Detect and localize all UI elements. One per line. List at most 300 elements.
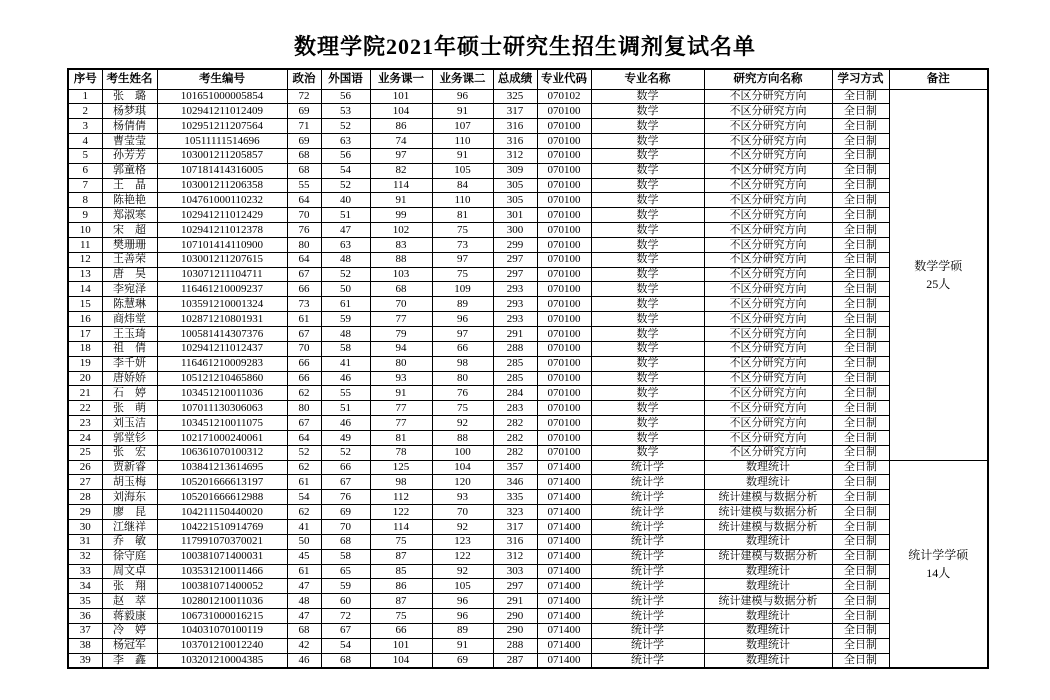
cell-name: 廖 昆: [102, 505, 157, 520]
cell-no: 38: [68, 638, 102, 653]
cell-foreign-language: 60: [321, 594, 370, 609]
cell-total-score: 282: [493, 445, 537, 460]
cell-course-two: 123: [432, 534, 493, 549]
cell-major-name: 统计学: [591, 564, 704, 579]
cell-politics: 64: [287, 252, 321, 267]
cell-study-mode: 全日制: [832, 519, 889, 534]
cell-course-one: 101: [370, 89, 432, 104]
cell-course-one: 99: [370, 208, 432, 223]
cell-research-direction: 不区分研究方向: [704, 267, 832, 282]
cell-study-mode: 全日制: [832, 356, 889, 371]
column-header-candidate-id: 考生编号: [157, 69, 287, 89]
cell-foreign-language: 68: [321, 534, 370, 549]
cell-candidate-id: 103001211206358: [157, 178, 287, 193]
cell-major-code: 070100: [537, 178, 591, 193]
cell-total-score: 283: [493, 401, 537, 416]
cell-course-two: 84: [432, 178, 493, 193]
cell-course-two: 107: [432, 119, 493, 134]
cell-politics: 80: [287, 237, 321, 252]
table-row: [68, 341, 988, 356]
cell-candidate-id: 103841213614695: [157, 460, 287, 475]
cell-politics: 62: [287, 386, 321, 401]
cell-major-name: 数学: [591, 445, 704, 460]
cell-no: 24: [68, 430, 102, 445]
cell-politics: 42: [287, 638, 321, 653]
table-row: [68, 297, 988, 312]
table-row: [68, 386, 988, 401]
table-row: [68, 579, 988, 594]
cell-course-two: 91: [432, 104, 493, 119]
cell-major-code: 070100: [537, 163, 591, 178]
table-row: [68, 505, 988, 520]
cell-name: 乔 敏: [102, 534, 157, 549]
remark-line-2: 25人: [926, 276, 951, 291]
cell-course-one: 98: [370, 475, 432, 490]
cell-research-direction: 统计建模与数据分析: [704, 549, 832, 564]
cell-research-direction: 不区分研究方向: [704, 430, 832, 445]
cell-candidate-id: 103451210011036: [157, 386, 287, 401]
cell-no: 33: [68, 564, 102, 579]
cell-course-one: 102: [370, 223, 432, 238]
cell-study-mode: 全日制: [832, 282, 889, 297]
cell-research-direction: 不区分研究方向: [704, 371, 832, 386]
column-header-name: 考生姓名: [102, 69, 157, 89]
cell-major-code: 070100: [537, 223, 591, 238]
cell-course-two: 100: [432, 445, 493, 460]
cell-study-mode: 全日制: [832, 104, 889, 119]
cell-major-code: 071400: [537, 475, 591, 490]
cell-name: 徐守庭: [102, 549, 157, 564]
cell-foreign-language: 51: [321, 208, 370, 223]
cell-course-two: 93: [432, 490, 493, 505]
cell-study-mode: 全日制: [832, 386, 889, 401]
cell-politics: 62: [287, 460, 321, 475]
cell-candidate-id: 107101414110900: [157, 237, 287, 252]
cell-course-one: 86: [370, 579, 432, 594]
cell-study-mode: 全日制: [832, 475, 889, 490]
cell-total-score: 312: [493, 148, 537, 163]
cell-major-name: 数学: [591, 178, 704, 193]
cell-major-code: 070100: [537, 119, 591, 134]
cell-candidate-id: 103451210011075: [157, 416, 287, 431]
cell-politics: 62: [287, 505, 321, 520]
cell-candidate-id: 100581414307376: [157, 327, 287, 342]
cell-candidate-id: 101651000005854: [157, 89, 287, 104]
cell-course-two: 110: [432, 193, 493, 208]
cell-course-two: 105: [432, 163, 493, 178]
cell-candidate-id: 103591210001324: [157, 297, 287, 312]
cell-politics: 73: [287, 297, 321, 312]
cell-research-direction: 不区分研究方向: [704, 119, 832, 134]
cell-politics: 66: [287, 371, 321, 386]
cell-course-one: 97: [370, 148, 432, 163]
cell-course-two: 92: [432, 564, 493, 579]
cell-total-score: 299: [493, 237, 537, 252]
cell-total-score: 346: [493, 475, 537, 490]
cell-name: 赵 萃: [102, 594, 157, 609]
column-header-remark: 备注: [889, 69, 988, 89]
cell-name: 胡玉梅: [102, 475, 157, 490]
cell-foreign-language: 51: [321, 401, 370, 416]
cell-major-code: 070100: [537, 134, 591, 149]
table-row: [68, 371, 988, 386]
cell-research-direction: 不区分研究方向: [704, 163, 832, 178]
cell-name: 唐 昊: [102, 267, 157, 282]
cell-major-code: 071400: [537, 609, 591, 624]
cell-politics: 69: [287, 134, 321, 149]
cell-course-one: 74: [370, 134, 432, 149]
cell-total-score: 316: [493, 134, 537, 149]
cell-course-one: 75: [370, 609, 432, 624]
cell-course-one: 91: [370, 386, 432, 401]
cell-major-code: 070100: [537, 312, 591, 327]
cell-major-name: 统计学: [591, 609, 704, 624]
cell-course-two: 96: [432, 594, 493, 609]
cell-major-code: 071400: [537, 490, 591, 505]
cell-politics: 47: [287, 579, 321, 594]
cell-major-name: 数学: [591, 89, 704, 104]
cell-major-code: 070100: [537, 282, 591, 297]
cell-major-name: 数学: [591, 148, 704, 163]
cell-name: 郑淑寒: [102, 208, 157, 223]
cell-foreign-language: 50: [321, 282, 370, 297]
cell-politics: 66: [287, 282, 321, 297]
table-row: [68, 490, 988, 505]
cell-major-name: 数学: [591, 341, 704, 356]
cell-foreign-language: 58: [321, 549, 370, 564]
cell-politics: 47: [287, 609, 321, 624]
cell-study-mode: 全日制: [832, 297, 889, 312]
cell-no: 12: [68, 252, 102, 267]
cell-candidate-id: 102941211012378: [157, 223, 287, 238]
cell-candidate-id: 102171000240061: [157, 430, 287, 445]
cell-name: 商炜堂: [102, 312, 157, 327]
column-header-major-name: 专业名称: [591, 69, 704, 89]
cell-politics: 72: [287, 89, 321, 104]
cell-major-name: 统计学: [591, 638, 704, 653]
cell-name: 李 鑫: [102, 653, 157, 668]
cell-no: 7: [68, 178, 102, 193]
cell-study-mode: 全日制: [832, 594, 889, 609]
table-row: [68, 178, 988, 193]
cell-study-mode: 全日制: [832, 237, 889, 252]
cell-no: 16: [68, 312, 102, 327]
cell-study-mode: 全日制: [832, 178, 889, 193]
cell-major-code: 070100: [537, 416, 591, 431]
cell-course-one: 103: [370, 267, 432, 282]
cell-major-code: 070100: [537, 341, 591, 356]
cell-course-one: 104: [370, 653, 432, 668]
cell-no: 14: [68, 282, 102, 297]
cell-major-name: 数学: [591, 386, 704, 401]
cell-course-two: 89: [432, 623, 493, 638]
cell-study-mode: 全日制: [832, 252, 889, 267]
cell-research-direction: 不区分研究方向: [704, 401, 832, 416]
cell-no: 25: [68, 445, 102, 460]
cell-politics: 54: [287, 490, 321, 505]
cell-name: 杨冠军: [102, 638, 157, 653]
cell-course-two: 80: [432, 371, 493, 386]
cell-total-score: 325: [493, 89, 537, 104]
cell-no: 35: [68, 594, 102, 609]
cell-name: 王善荣: [102, 252, 157, 267]
column-header-study-mode: 学习方式: [832, 69, 889, 89]
cell-foreign-language: 48: [321, 327, 370, 342]
cell-total-score: 293: [493, 297, 537, 312]
cell-foreign-language: 52: [321, 267, 370, 282]
cell-name: 刘海东: [102, 490, 157, 505]
cell-research-direction: 不区分研究方向: [704, 312, 832, 327]
cell-total-score: 317: [493, 519, 537, 534]
cell-politics: 61: [287, 312, 321, 327]
remark-cell: [889, 460, 988, 668]
cell-major-name: 数学: [591, 297, 704, 312]
cell-foreign-language: 56: [321, 148, 370, 163]
cell-major-name: 统计学: [591, 475, 704, 490]
column-header-no: 序号: [68, 69, 102, 89]
cell-name: 曹莹莹: [102, 134, 157, 149]
table-row: [68, 638, 988, 653]
cell-major-name: 统计学: [591, 623, 704, 638]
cell-research-direction: 不区分研究方向: [704, 386, 832, 401]
cell-no: 23: [68, 416, 102, 431]
cell-course-two: 89: [432, 297, 493, 312]
cell-foreign-language: 66: [321, 460, 370, 475]
cell-foreign-language: 59: [321, 312, 370, 327]
cell-politics: 67: [287, 267, 321, 282]
cell-no: 34: [68, 579, 102, 594]
cell-research-direction: 数理统计: [704, 653, 832, 668]
cell-foreign-language: 52: [321, 178, 370, 193]
table-row: [68, 430, 988, 445]
cell-foreign-language: 53: [321, 104, 370, 119]
cell-total-score: 293: [493, 282, 537, 297]
table-row: [68, 104, 988, 119]
cell-foreign-language: 63: [321, 237, 370, 252]
cell-study-mode: 全日制: [832, 327, 889, 342]
cell-total-score: 323: [493, 505, 537, 520]
cell-politics: 66: [287, 356, 321, 371]
table-row: [68, 534, 988, 549]
cell-candidate-id: 103001211205857: [157, 148, 287, 163]
column-header-course-one: 业务课一: [370, 69, 432, 89]
cell-major-name: 数学: [591, 223, 704, 238]
table-row: [68, 356, 988, 371]
table-row: [68, 653, 988, 668]
cell-course-one: 82: [370, 163, 432, 178]
cell-foreign-language: 46: [321, 416, 370, 431]
cell-politics: 64: [287, 193, 321, 208]
cell-name: 樊珊珊: [102, 237, 157, 252]
cell-candidate-id: 102871210801931: [157, 312, 287, 327]
cell-major-name: 数学: [591, 119, 704, 134]
cell-no: 21: [68, 386, 102, 401]
cell-research-direction: 不区分研究方向: [704, 416, 832, 431]
cell-politics: 55: [287, 178, 321, 193]
cell-course-one: 87: [370, 594, 432, 609]
cell-foreign-language: 52: [321, 119, 370, 134]
cell-total-score: 291: [493, 327, 537, 342]
table-row: [68, 193, 988, 208]
cell-no: 31: [68, 534, 102, 549]
cell-no: 13: [68, 267, 102, 282]
table-row: [68, 327, 988, 342]
cell-candidate-id: 102951211207564: [157, 119, 287, 134]
table-row: [68, 609, 988, 624]
table-row: [68, 594, 988, 609]
cell-foreign-language: 58: [321, 341, 370, 356]
cell-study-mode: 全日制: [832, 490, 889, 505]
cell-course-two: 96: [432, 312, 493, 327]
cell-no: 17: [68, 327, 102, 342]
cell-total-score: 288: [493, 341, 537, 356]
cell-total-score: 316: [493, 119, 537, 134]
cell-candidate-id: 10511111514696: [157, 134, 287, 149]
cell-major-name: 统计学: [591, 534, 704, 549]
column-header-politics: 政治: [287, 69, 321, 89]
cell-major-name: 数学: [591, 401, 704, 416]
cell-no: 32: [68, 549, 102, 564]
cell-course-one: 94: [370, 341, 432, 356]
cell-course-one: 101: [370, 638, 432, 653]
cell-research-direction: 不区分研究方向: [704, 89, 832, 104]
cell-course-two: 69: [432, 653, 493, 668]
cell-no: 1: [68, 89, 102, 104]
cell-name: 张 宏: [102, 445, 157, 460]
cell-course-one: 83: [370, 237, 432, 252]
cell-study-mode: 全日制: [832, 445, 889, 460]
table-row: [68, 623, 988, 638]
cell-name: 周文卓: [102, 564, 157, 579]
cell-course-one: 85: [370, 564, 432, 579]
cell-major-name: 统计学: [591, 460, 704, 475]
table-row: [68, 89, 988, 104]
cell-politics: 68: [287, 163, 321, 178]
cell-major-name: 统计学: [591, 519, 704, 534]
cell-total-score: 291: [493, 594, 537, 609]
cell-course-two: 97: [432, 327, 493, 342]
cell-no: 37: [68, 623, 102, 638]
cell-foreign-language: 49: [321, 430, 370, 445]
cell-candidate-id: 102801210011036: [157, 594, 287, 609]
cell-name: 李千妍: [102, 356, 157, 371]
cell-research-direction: 不区分研究方向: [704, 445, 832, 460]
cell-major-code: 071400: [537, 505, 591, 520]
cell-total-score: 285: [493, 356, 537, 371]
cell-total-score: 290: [493, 609, 537, 624]
cell-major-name: 统计学: [591, 549, 704, 564]
remark-cell: [889, 89, 988, 460]
cell-total-score: 303: [493, 564, 537, 579]
cell-study-mode: 全日制: [832, 416, 889, 431]
cell-total-score: 285: [493, 371, 537, 386]
cell-study-mode: 全日制: [832, 208, 889, 223]
cell-study-mode: 全日制: [832, 579, 889, 594]
cell-name: 刘玉洁: [102, 416, 157, 431]
cell-course-one: 77: [370, 312, 432, 327]
cell-research-direction: 不区分研究方向: [704, 252, 832, 267]
cell-course-two: 75: [432, 401, 493, 416]
cell-candidate-id: 105201666612988: [157, 490, 287, 505]
cell-course-one: 93: [370, 371, 432, 386]
cell-politics: 48: [287, 594, 321, 609]
cell-course-two: 66: [432, 341, 493, 356]
cell-foreign-language: 54: [321, 163, 370, 178]
cell-course-one: 122: [370, 505, 432, 520]
cell-course-two: 96: [432, 89, 493, 104]
cell-name: 陈艳艳: [102, 193, 157, 208]
cell-politics: 52: [287, 445, 321, 460]
cell-candidate-id: 100381071400052: [157, 579, 287, 594]
cell-study-mode: 全日制: [832, 460, 889, 475]
cell-research-direction: 不区分研究方向: [704, 208, 832, 223]
cell-foreign-language: 56: [321, 89, 370, 104]
cell-course-two: 104: [432, 460, 493, 475]
cell-foreign-language: 46: [321, 371, 370, 386]
cell-research-direction: 不区分研究方向: [704, 282, 832, 297]
cell-course-one: 87: [370, 549, 432, 564]
cell-study-mode: 全日制: [832, 341, 889, 356]
cell-major-code: 070100: [537, 237, 591, 252]
cell-major-name: 数学: [591, 327, 704, 342]
cell-course-two: 88: [432, 430, 493, 445]
column-header-foreign-language: 外国语: [321, 69, 370, 89]
cell-major-name: 数学: [591, 356, 704, 371]
cell-course-two: 92: [432, 416, 493, 431]
cell-total-score: 282: [493, 416, 537, 431]
cell-course-one: 70: [370, 297, 432, 312]
cell-no: 20: [68, 371, 102, 386]
cell-study-mode: 全日制: [832, 148, 889, 163]
cell-total-score: 312: [493, 549, 537, 564]
cell-course-two: 75: [432, 223, 493, 238]
cell-politics: 70: [287, 208, 321, 223]
cell-major-code: 070100: [537, 401, 591, 416]
cell-politics: 46: [287, 653, 321, 668]
cell-major-code: 070100: [537, 356, 591, 371]
cell-course-two: 110: [432, 134, 493, 149]
cell-major-code: 070100: [537, 193, 591, 208]
cell-course-one: 77: [370, 416, 432, 431]
cell-major-code: 070100: [537, 445, 591, 460]
cell-course-two: 92: [432, 519, 493, 534]
cell-foreign-language: 41: [321, 356, 370, 371]
cell-study-mode: 全日制: [832, 653, 889, 668]
cell-major-code: 070100: [537, 371, 591, 386]
cell-major-name: 统计学: [591, 505, 704, 520]
cell-name: 李宛泽: [102, 282, 157, 297]
cell-total-score: 282: [493, 430, 537, 445]
cell-politics: 45: [287, 549, 321, 564]
cell-candidate-id: 107011130306063: [157, 401, 287, 416]
cell-course-one: 104: [370, 104, 432, 119]
cell-course-two: 81: [432, 208, 493, 223]
cell-candidate-id: 104031070100119: [157, 623, 287, 638]
cell-study-mode: 全日制: [832, 119, 889, 134]
cell-major-name: 数学: [591, 371, 704, 386]
cell-research-direction: 不区分研究方向: [704, 223, 832, 238]
cell-major-name: 数学: [591, 312, 704, 327]
cell-major-code: 070100: [537, 104, 591, 119]
cell-candidate-id: 103531210011466: [157, 564, 287, 579]
table-row: [68, 148, 988, 163]
cell-politics: 80: [287, 401, 321, 416]
cell-major-name: 统计学: [591, 653, 704, 668]
cell-no: 4: [68, 134, 102, 149]
cell-candidate-id: 103001211207615: [157, 252, 287, 267]
cell-name: 祖 倩: [102, 341, 157, 356]
cell-total-score: 284: [493, 386, 537, 401]
